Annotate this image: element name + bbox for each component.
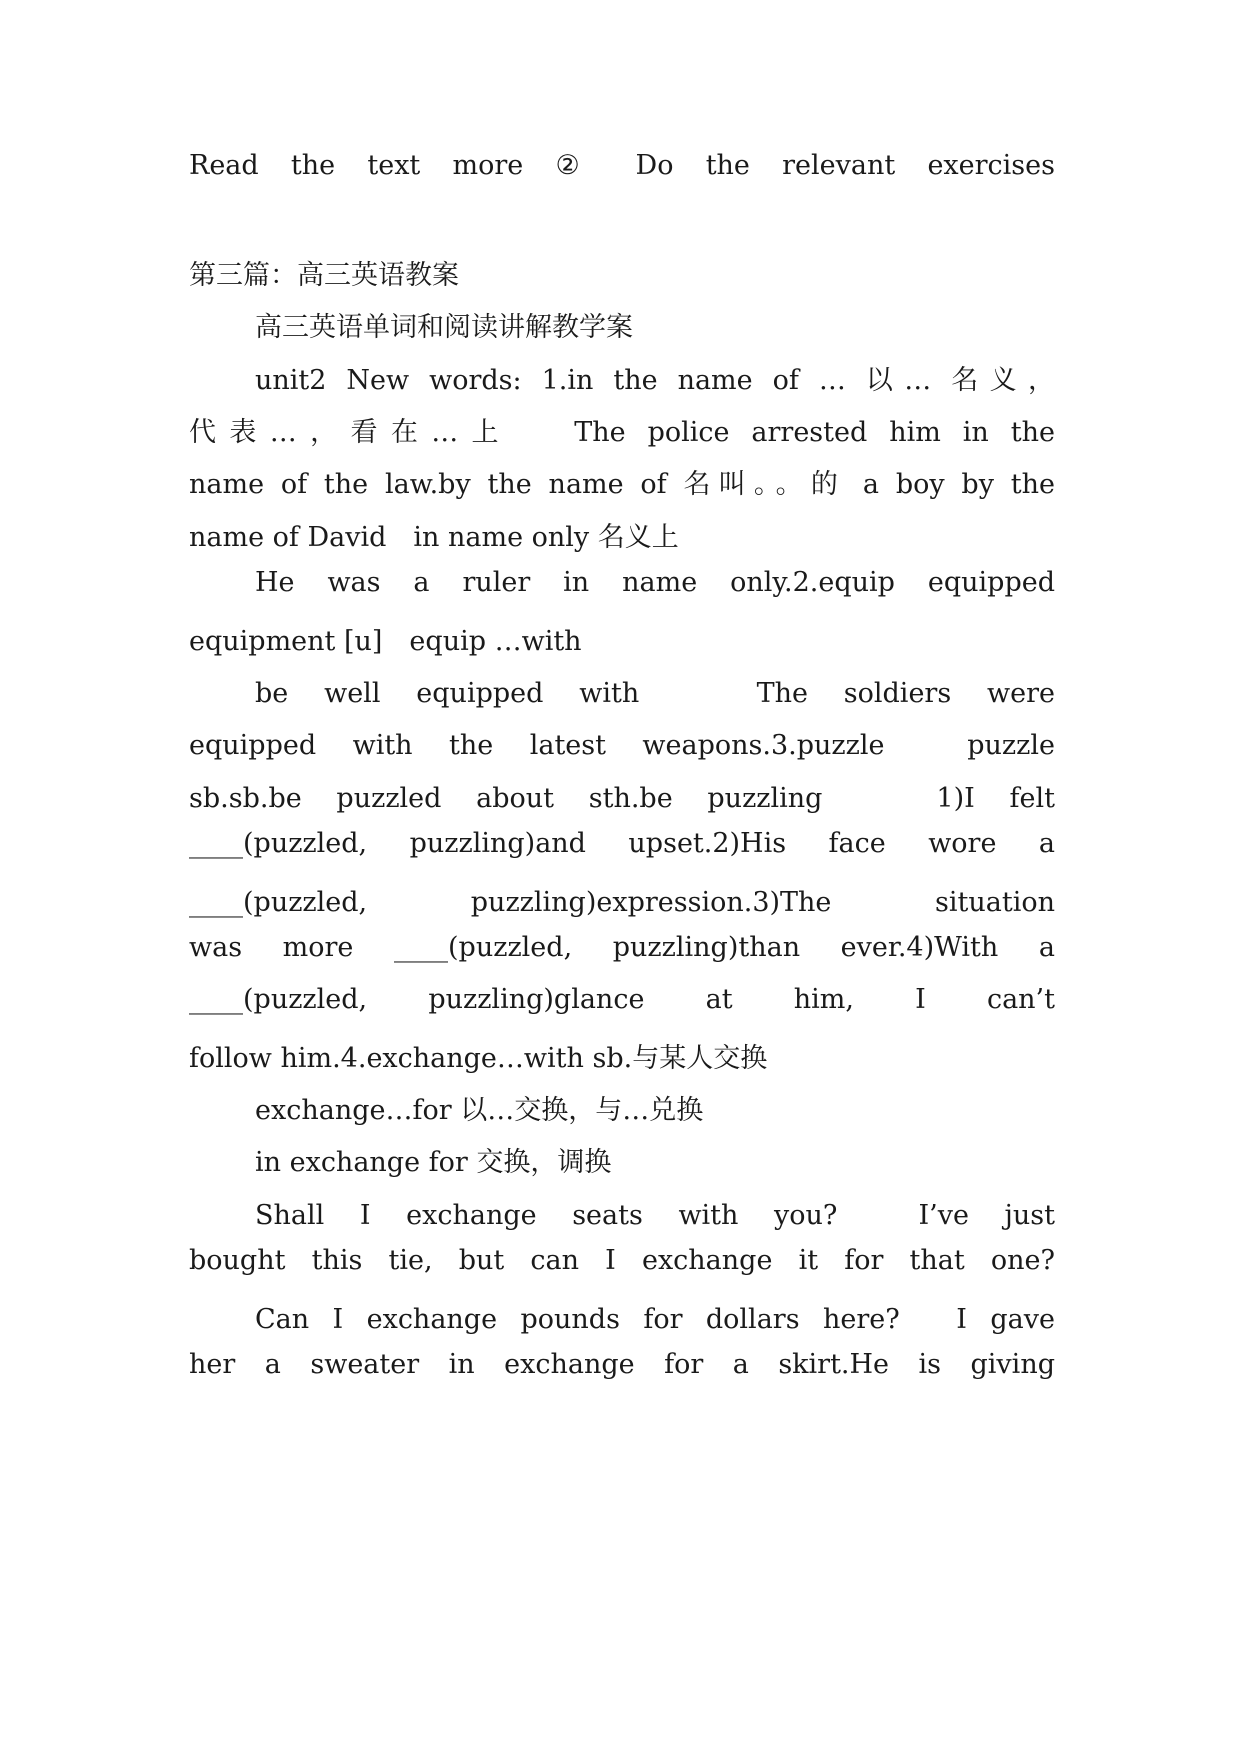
text-line: equipment [u] equip …with — [189, 626, 582, 657]
text-line: bought this tie, but can I exchange it for that one? — [189, 1245, 1055, 1276]
text-line: 代表…，看在…上 The police arrested him in the — [189, 417, 1055, 448]
text-line: equipped with the latest weapons.3.puzzle puzzle — [189, 730, 1055, 761]
text-line: Can I exchange pounds for dollars here? I gave — [255, 1304, 1055, 1335]
text-line: ____(puzzled, puzzling)glance at him, I can’t — [189, 984, 1055, 1015]
text-line: sb.sb.be puzzled about sth.be puzzling 1)I felt — [189, 783, 1055, 814]
text-line: ____(puzzled, puzzling)expression.3)The situation — [189, 887, 1055, 918]
top-line: Read the text more ② Do the relevant exercises — [189, 150, 1055, 181]
section-heading: 第三篇：高三英语教案 — [189, 260, 459, 291]
text-line: name of David in name only 名义上 — [189, 522, 679, 553]
subtitle: 高三英语单词和阅读讲解教学案 — [255, 312, 633, 343]
text-line: unit2 New words: 1.in the name of … 以… 名义， — [255, 365, 1055, 396]
text-line: ____(puzzled, puzzling)and upset.2)His face wore a — [189, 828, 1055, 859]
text-line: her a sweater in exchange for a skirt.He is giving — [189, 1349, 1055, 1380]
text-line: name of the law.by the name of 名叫。。的 a boy by the — [189, 469, 1055, 500]
text-line: follow him.4.exchange…with sb.与某人交换 — [189, 1043, 768, 1074]
text-line: in exchange for 交换，调换 — [255, 1147, 612, 1178]
text-line: be well equipped with The soldiers were — [255, 678, 1055, 709]
text-line: exchange…for 以…交换，与…兑换 — [255, 1095, 704, 1126]
text-line: Shall I exchange seats with you? I’ve just — [255, 1200, 1055, 1231]
text-line: was more ____(puzzled, puzzling)than ever.4)With a — [189, 932, 1055, 963]
text-line: He was a ruler in name only.2.equip equipped — [255, 567, 1055, 598]
